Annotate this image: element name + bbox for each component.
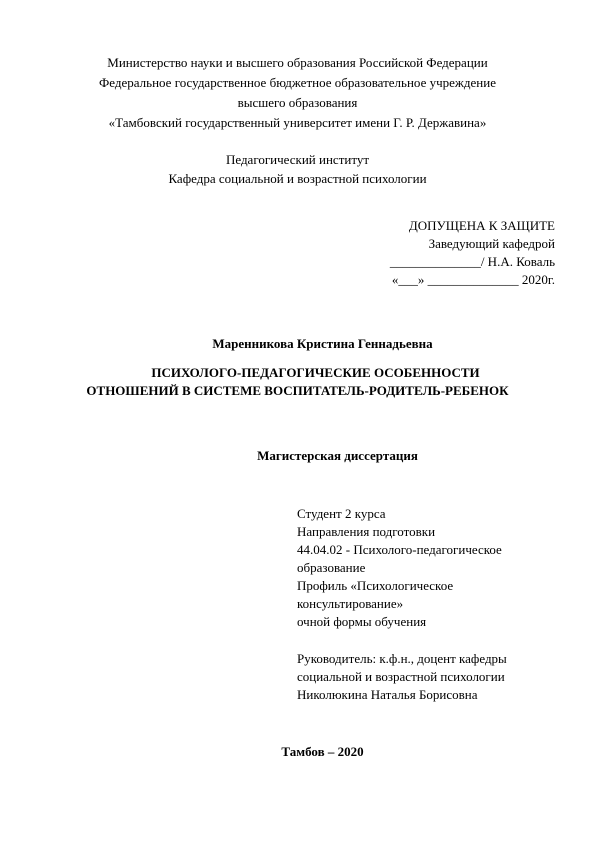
- student-profile-cont: консультирование»: [297, 596, 404, 611]
- supervisor-title: Руководитель: к.ф.н., доцент кафедры: [297, 651, 507, 666]
- approval-date: «___» ______________ 2020г.: [391, 272, 555, 287]
- thesis-title-line2: ОТНОШЕНИЙ В СИСТЕМЕ ВОСПИТАТЕЛЬ-РОДИТЕЛЬ-РЕБЕНОК: [86, 383, 509, 398]
- approval-role: Заведующий кафедрой: [428, 236, 555, 251]
- student-study-form: очной формы обучения: [297, 614, 427, 629]
- thesis-title-line1: ПСИХОЛОГО-ПЕДАГОГИЧЕСКИЕ ОСОБЕННОСТИ: [151, 365, 480, 380]
- student-direction-label: Направления подготовки: [297, 524, 436, 539]
- institute-name: Педагогический институт: [225, 152, 370, 167]
- author-name: Маренникова Кристина Геннадьевна: [212, 336, 433, 351]
- institution-type-line: Федеральное государственное бюджетное образовательное учреждение: [99, 75, 496, 90]
- approval-signature: ______________/ Н.А. Коваль: [389, 254, 555, 269]
- education-level-line: высшего образования: [237, 95, 358, 110]
- department-name: Кафедра социальной и возрастной психологии: [168, 171, 427, 186]
- student-direction-code: 44.04.02 - Психолого-педагогическое: [297, 542, 502, 557]
- student-direction-name: образование: [297, 560, 366, 575]
- work-type: Магистерская диссертация: [257, 448, 418, 463]
- student-profile: Профиль «Психологическое: [297, 578, 454, 593]
- city-year: Тамбов – 2020: [281, 744, 364, 759]
- approval-title: ДОПУЩЕНА К ЗАЩИТЕ: [408, 218, 555, 233]
- ministry-line: Министерство науки и высшего образования Российской Федерации: [107, 55, 488, 70]
- student-course: Студент 2 курса: [297, 506, 386, 521]
- supervisor-name: Николюкина Наталья Борисовна: [297, 687, 478, 702]
- supervisor-department: социальной и возрастной психологии: [297, 669, 505, 684]
- university-name-line: «Тамбовский государственный университет имени Г. Р. Державина»: [108, 115, 487, 130]
